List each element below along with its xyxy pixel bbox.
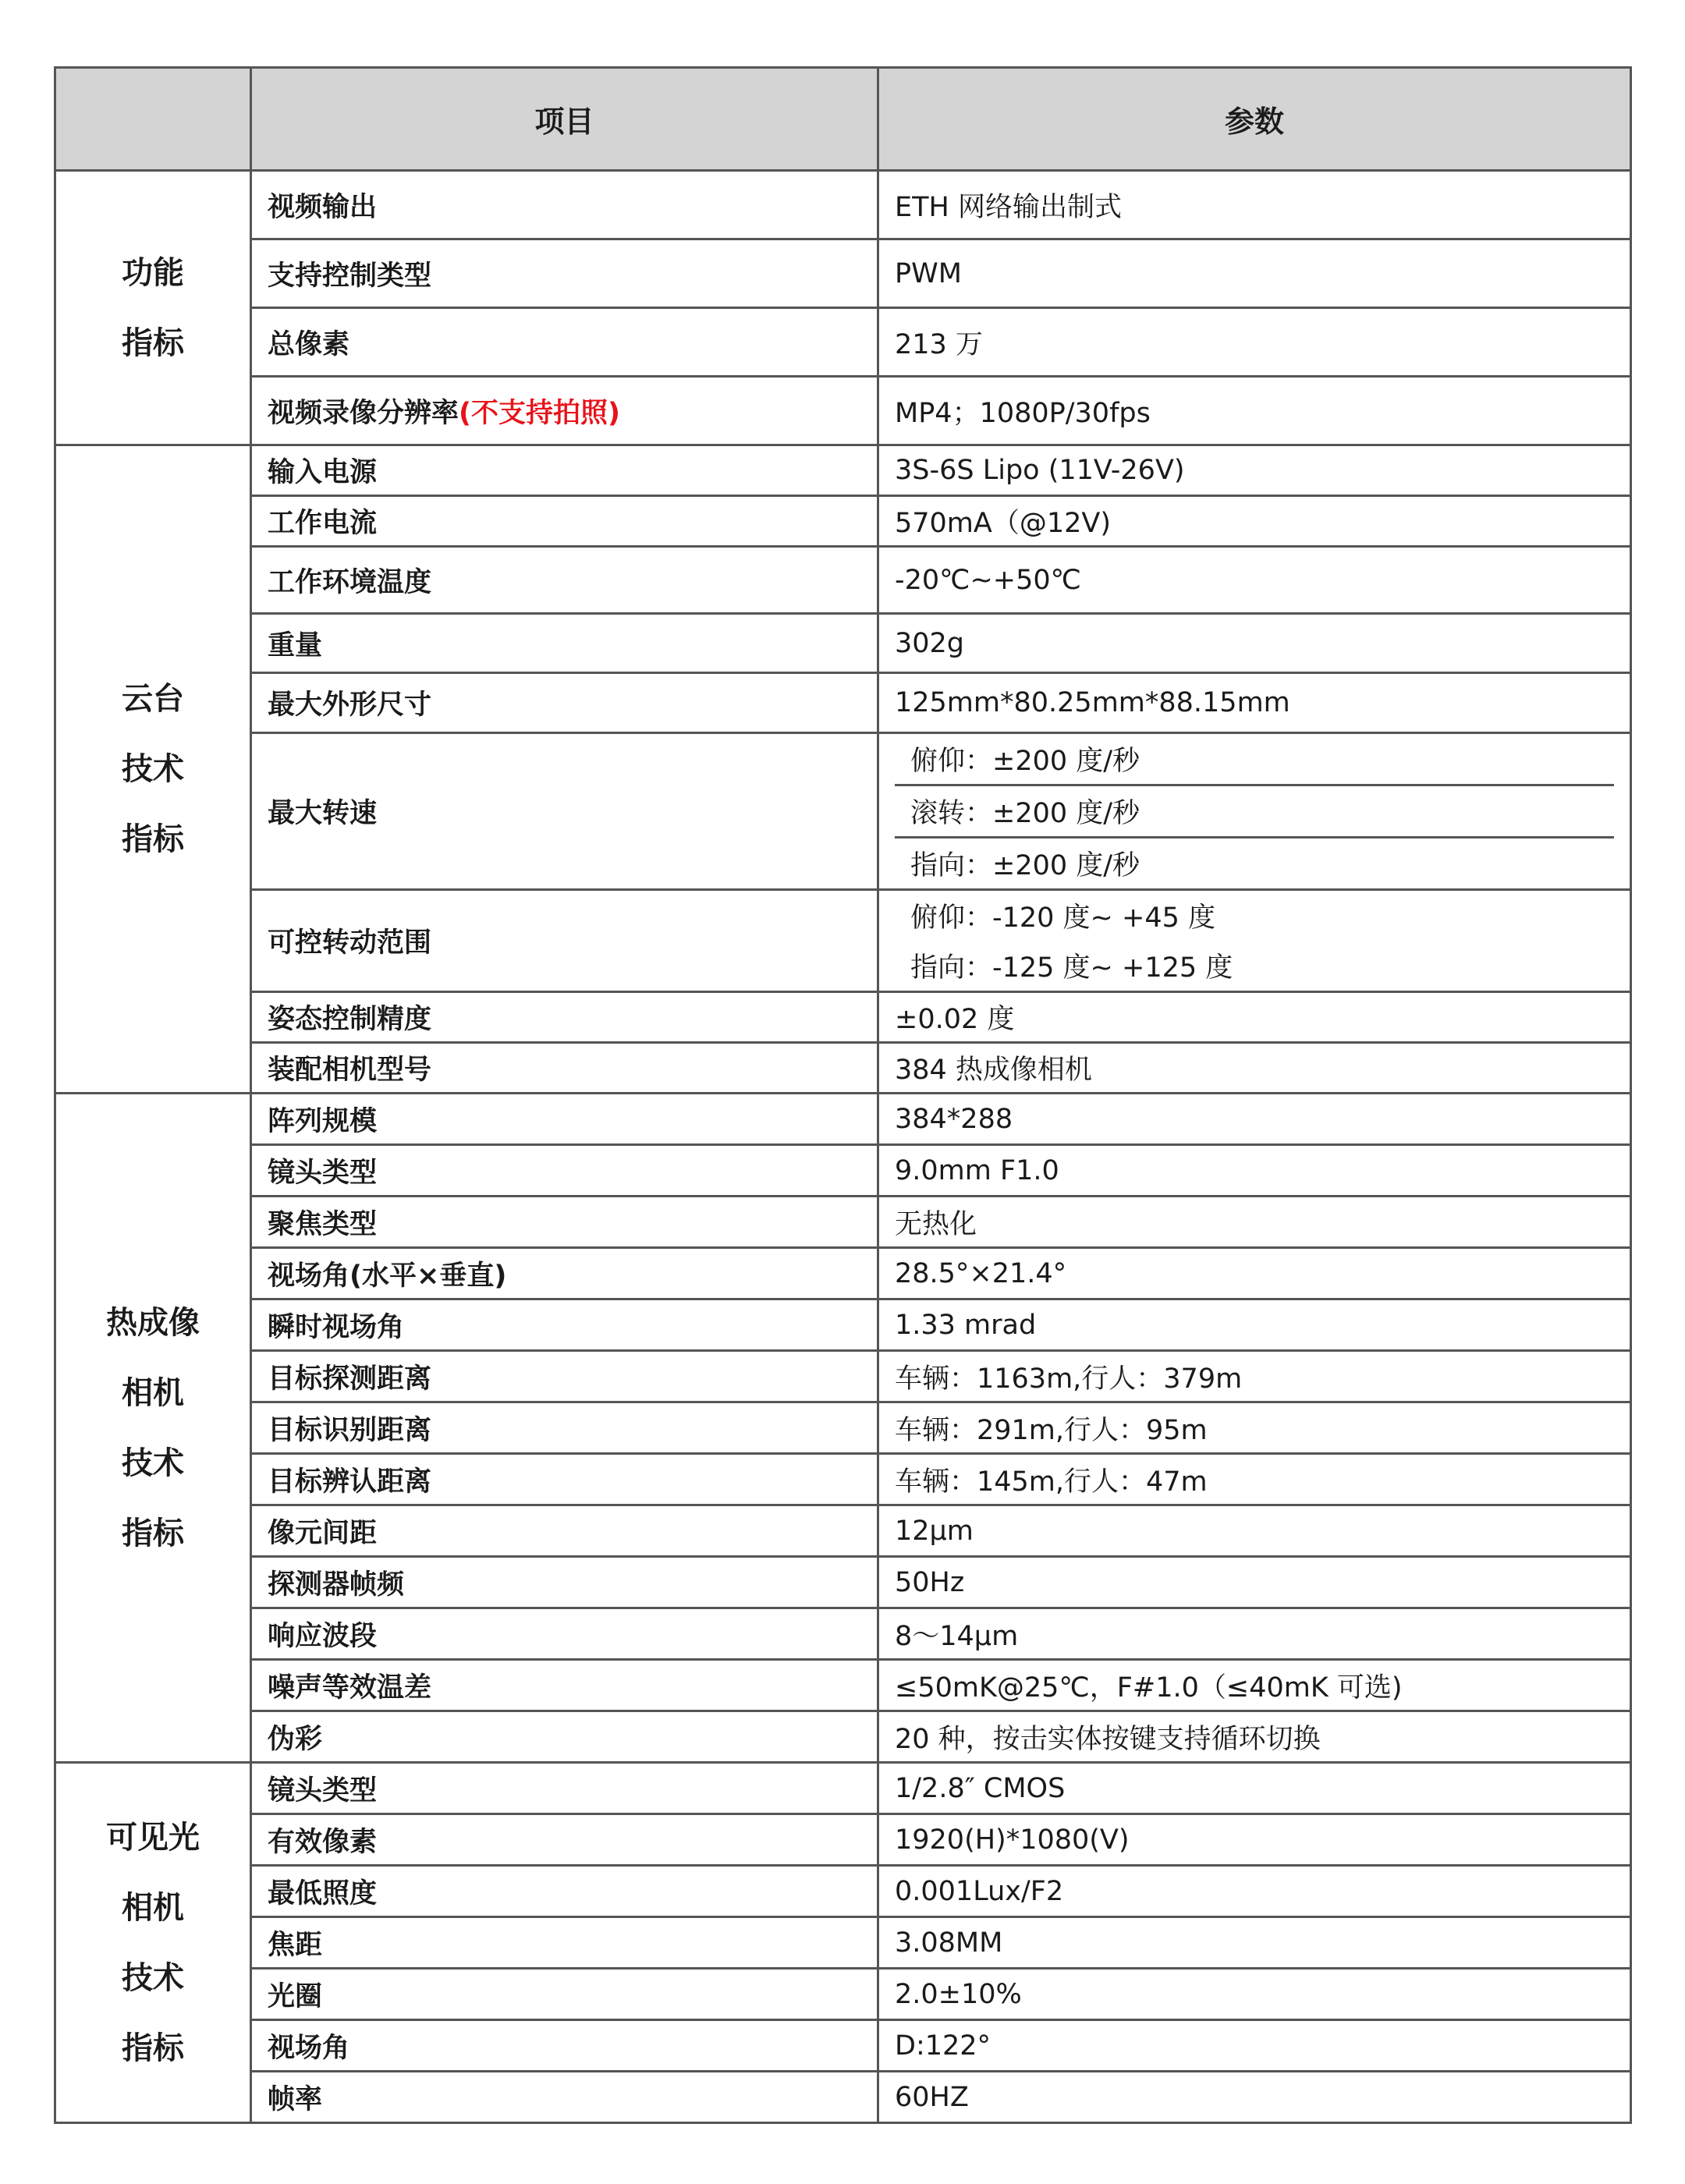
table-row xyxy=(55,1351,1631,1402)
item-value: 384 热成像相机 xyxy=(878,1043,1631,1094)
item-value: 213 万 xyxy=(878,308,1631,377)
category-line: 技术 xyxy=(122,1445,184,1481)
category-line: 技术 xyxy=(122,1959,184,1996)
item-name: 阵列规模 xyxy=(251,1094,878,1145)
item-name: 瞬时视场角 xyxy=(251,1299,878,1351)
table-row xyxy=(55,1866,1631,1917)
table-row xyxy=(55,1197,1631,1248)
item-value: 384*288 xyxy=(878,1094,1631,1145)
category-cell xyxy=(55,1763,251,2123)
item-name: 镜头类型 xyxy=(251,1145,878,1197)
item-value: 3.08MM xyxy=(878,1917,1631,1969)
header-item: 项目 xyxy=(251,68,878,171)
item-name: 伪彩 xyxy=(251,1711,878,1763)
item-value: 12μm xyxy=(878,1505,1631,1557)
item-value: ≤50mK@25℃，F#1.0（≤40mK 可选) xyxy=(878,1660,1631,1711)
item-value: 3S-6S Lipo (11V-26V) xyxy=(878,445,1631,496)
item-value: 俯仰：±200 度/秒 xyxy=(910,746,1140,777)
item-name-note: (不支持拍照) xyxy=(459,397,621,429)
item-name: 目标辨认距离 xyxy=(251,1454,878,1505)
item-name: 最大外形尺寸 xyxy=(251,673,878,733)
item-value: 28.5°×21.4° xyxy=(878,1248,1631,1299)
table-row xyxy=(55,1814,1631,1866)
table-row xyxy=(55,2020,1631,2072)
item-value: 滚转：±200 度/秒 xyxy=(895,784,1614,836)
header-param: 参数 xyxy=(878,68,1631,171)
item-name: 像元间距 xyxy=(251,1505,878,1557)
table-row xyxy=(55,1402,1631,1454)
item-name: 支持控制类型 xyxy=(251,239,878,308)
table-row xyxy=(55,1917,1631,1969)
item-value-cell xyxy=(878,733,1631,890)
item-name: 聚焦类型 xyxy=(251,1197,878,1248)
category-line: 可见光 xyxy=(106,1819,200,1856)
item-value: 指向：±200 度/秒 xyxy=(895,836,1614,888)
table-row xyxy=(55,890,1631,992)
table-row xyxy=(55,171,1631,239)
header-row xyxy=(55,68,1631,171)
table-row xyxy=(55,445,1631,496)
item-name: 帧率 xyxy=(251,2072,878,2123)
spec-table xyxy=(54,66,1632,2124)
category-line: 指标 xyxy=(122,2030,184,2066)
table-row xyxy=(55,1248,1631,1299)
item-name-cell xyxy=(251,377,878,445)
category-cell xyxy=(55,1094,251,1763)
item-value: 俯仰：-120 度~ +45 度 xyxy=(910,902,1215,934)
item-value: MP4；1080P/30fps xyxy=(878,377,1631,445)
table-row xyxy=(55,1969,1631,2020)
item-value: 无热化 xyxy=(878,1197,1631,1248)
item-value: 570mA（@12V) xyxy=(878,496,1631,547)
item-name: 输入电源 xyxy=(251,445,878,496)
item-value: 车辆：1163m,行人：379m xyxy=(878,1351,1631,1402)
item-value: 1920(H)*1080(V) xyxy=(878,1814,1631,1866)
item-value: 8～14μm xyxy=(878,1608,1631,1660)
item-name: 目标识别距离 xyxy=(251,1402,878,1454)
item-value: 60HZ xyxy=(878,2072,1631,2123)
item-value: ETH 网络输出制式 xyxy=(878,171,1631,239)
table-row xyxy=(55,377,1631,445)
item-value: 2.0±10% xyxy=(878,1969,1631,2020)
category-line: 相机 xyxy=(122,1374,184,1411)
item-name: 总像素 xyxy=(251,308,878,377)
table-row xyxy=(55,1043,1631,1094)
item-name: 姿态控制精度 xyxy=(251,992,878,1043)
table-row xyxy=(55,614,1631,673)
item-name: 视频录像分辨率 xyxy=(268,397,459,429)
table-row xyxy=(55,1557,1631,1608)
item-name: 装配相机型号 xyxy=(251,1043,878,1094)
item-value: -20℃~+50℃ xyxy=(878,547,1631,614)
category-line: 相机 xyxy=(122,1889,184,1926)
category-cell xyxy=(55,171,251,445)
item-value: 20 种，按击实体按键支持循环切换 xyxy=(878,1711,1631,1763)
table-row xyxy=(55,1660,1631,1711)
item-name: 探测器帧频 xyxy=(251,1557,878,1608)
category-cell xyxy=(55,445,251,1094)
item-name: 视场角(水平×垂直) xyxy=(251,1248,878,1299)
table-row xyxy=(55,1711,1631,1763)
item-value: 125mm*80.25mm*88.15mm xyxy=(878,673,1631,733)
item-name: 重量 xyxy=(251,614,878,673)
table-row xyxy=(55,308,1631,377)
table-row xyxy=(55,1608,1631,1660)
table-row xyxy=(55,1145,1631,1197)
item-value: PWM xyxy=(878,239,1631,308)
table-row xyxy=(55,1454,1631,1505)
item-value: 9.0mm F1.0 xyxy=(878,1145,1631,1197)
category-line: 指标 xyxy=(122,324,184,361)
item-value: D:122° xyxy=(878,2020,1631,2072)
table-row xyxy=(55,547,1631,614)
item-name: 噪声等效温差 xyxy=(251,1660,878,1711)
table-row xyxy=(55,239,1631,308)
item-name: 目标探测距离 xyxy=(251,1351,878,1402)
item-value-cell xyxy=(878,890,1631,992)
item-name: 工作环境温度 xyxy=(251,547,878,614)
item-name: 最大转速 xyxy=(251,733,878,890)
item-name: 视场角 xyxy=(251,2020,878,2072)
item-value: ±0.02 度 xyxy=(878,992,1631,1043)
category-line: 技术 xyxy=(122,751,184,787)
category-line: 指标 xyxy=(122,821,184,857)
table-row xyxy=(55,1094,1631,1145)
header-blank xyxy=(55,68,251,171)
category-line: 指标 xyxy=(122,1515,184,1551)
item-name: 焦距 xyxy=(251,1917,878,1969)
item-name: 可控转动范围 xyxy=(251,890,878,992)
item-name: 响应波段 xyxy=(251,1608,878,1660)
item-value: 指向：-125 度~ +125 度 xyxy=(910,952,1233,984)
item-value: 302g xyxy=(878,614,1631,673)
category-line: 热成像 xyxy=(106,1304,200,1341)
item-name: 有效像素 xyxy=(251,1814,878,1866)
item-value: 1/2.8″ CMOS xyxy=(878,1763,1631,1814)
item-name: 视频输出 xyxy=(251,171,878,239)
category-line: 云台 xyxy=(122,681,184,717)
item-name: 工作电流 xyxy=(251,496,878,547)
table-row xyxy=(55,1299,1631,1351)
table-row xyxy=(55,1505,1631,1557)
table-row xyxy=(55,2072,1631,2123)
item-name: 最低照度 xyxy=(251,1866,878,1917)
table-row xyxy=(55,496,1631,547)
table-row xyxy=(55,992,1631,1043)
item-name: 光圈 xyxy=(251,1969,878,2020)
table-row xyxy=(55,733,1631,890)
table-row xyxy=(55,1763,1631,1814)
item-value: 车辆：145m,行人：47m xyxy=(878,1454,1631,1505)
item-value: 1.33 mrad xyxy=(878,1299,1631,1351)
item-value: 车辆：291m,行人：95m xyxy=(878,1402,1631,1454)
item-value: 50Hz xyxy=(878,1557,1631,1608)
item-name: 镜头类型 xyxy=(251,1763,878,1814)
category-line: 功能 xyxy=(122,254,184,291)
item-value: 0.001Lux/F2 xyxy=(878,1866,1631,1917)
table-row xyxy=(55,673,1631,733)
